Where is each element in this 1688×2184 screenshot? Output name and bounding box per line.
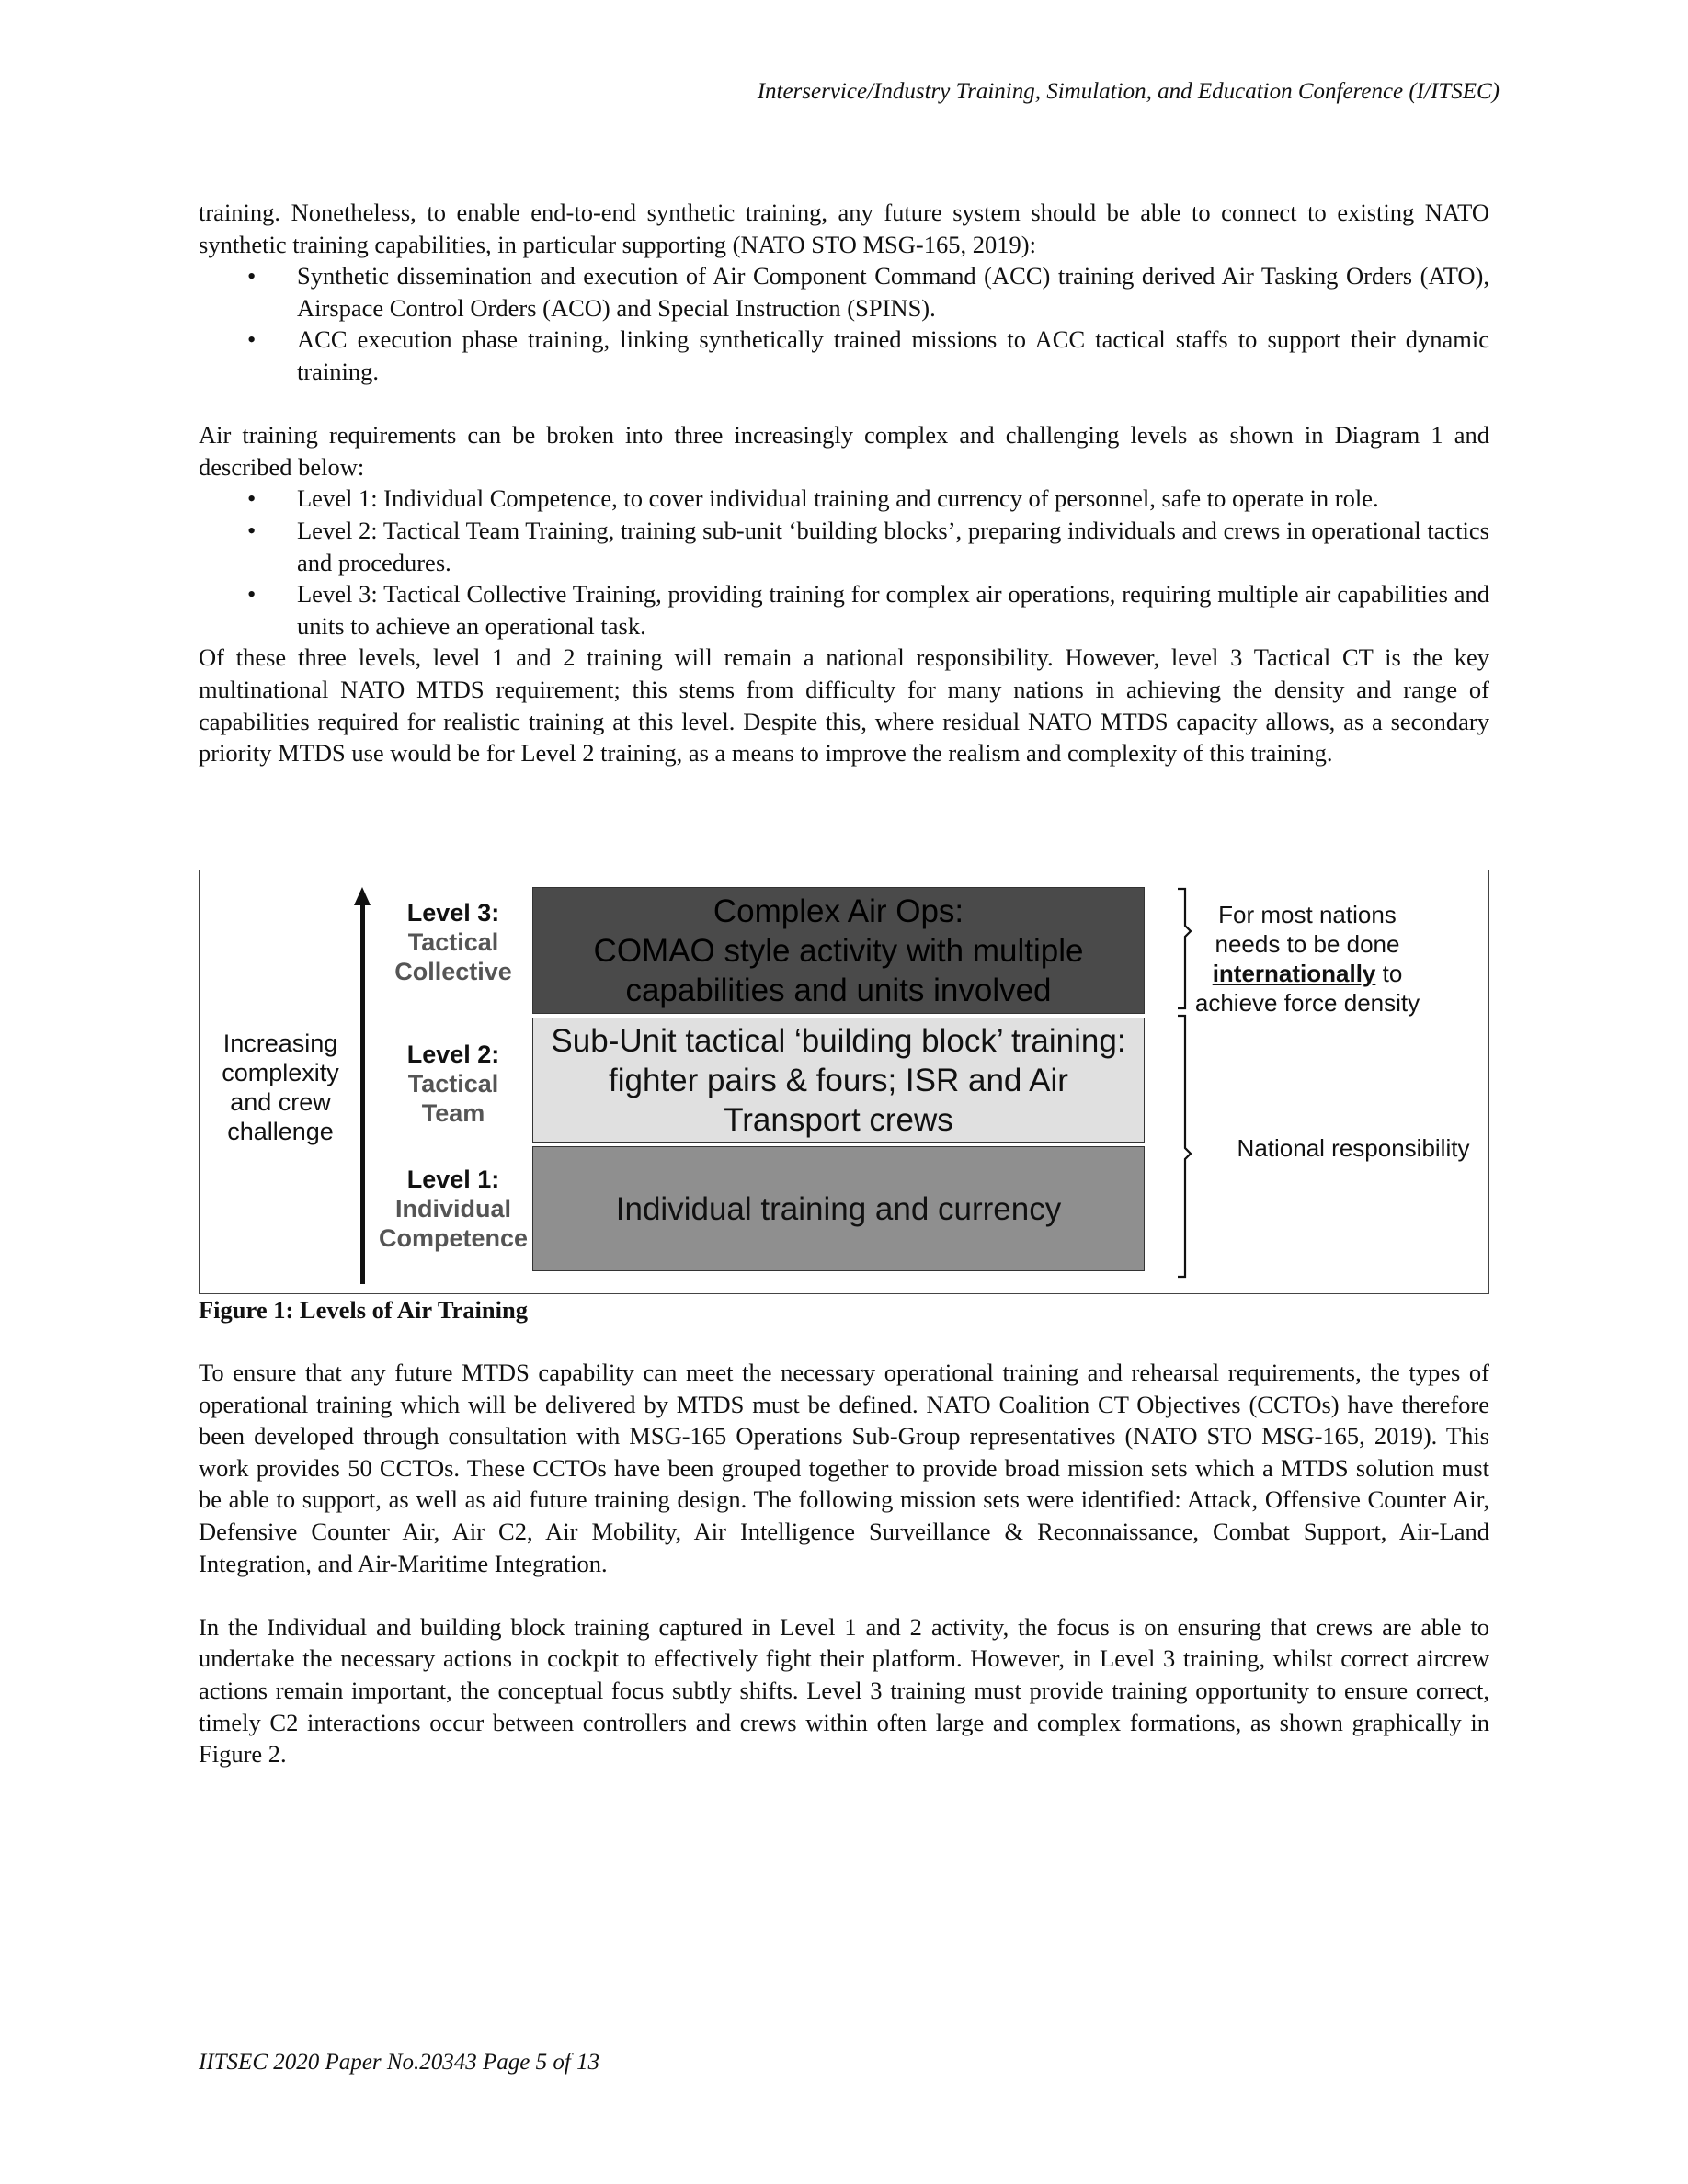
band-text: Complex Air Ops: [713, 893, 964, 929]
emphasis-text: internationally [1212, 960, 1376, 987]
complexity-label-line: complexity [222, 1059, 339, 1086]
note-line: For most nations [1218, 901, 1397, 928]
bullet-list [199, 260, 1489, 387]
band-text: COMAO style activity with multiple [593, 932, 1084, 969]
level-3-label [371, 898, 536, 986]
international-note [1194, 900, 1420, 1018]
figure-levels-of-air-training [199, 870, 1489, 1294]
note-line: achieve force density [1194, 989, 1420, 1017]
band-text: Transport crews [724, 1101, 953, 1138]
level-1-band [532, 1146, 1145, 1271]
complexity-arrow [360, 900, 365, 1284]
band-text: fighter pairs & fours; ISR and Air [609, 1062, 1068, 1098]
section-connect-capabilities [199, 197, 1489, 769]
level-name: Team [421, 1099, 485, 1127]
running-header: Interservice/Industry Training, Simulation, and Education Conference (I/ITSEC) [757, 79, 1500, 104]
complexity-label-line: Increasing [222, 1029, 338, 1057]
level-head: Level 2: [406, 1041, 500, 1068]
band-text: capabilities and units involved [625, 972, 1052, 1008]
level-head: Level 3: [406, 899, 500, 927]
level-head: Level 1: [406, 1166, 500, 1193]
band-text: Individual training and currency [615, 1190, 1062, 1227]
paragraph: To ensure that any future MTDS capability can meet the necessary operational training and rehearsal requirements, the types of operational training which will be delivered by MTDS must be defined. NATO Coalition CT Objectives (CCTOs) have therefore been developed through consultation with MSG-165 Operations Sub-Group representatives (NATO STO MSG-165, 2019). This work provides 50 CCTOs. These CCTOs have been grouped together to provide broad mission sets which a MTDS solution must be able to support, as well as aid future training design. The following mission sets were identified: Attack, Offensive Counter Air, Defensive Counter Air, Air C2, Air Mobility, Air Intelligence Surveillance & Reconnaissance, Combat Support, Air-Land Integration, and Air-Maritime Integration. [199, 1359, 1489, 1577]
bullet-list [199, 483, 1489, 642]
paragraph: Of these three levels, level 1 and 2 training will remain a national responsibility. However, level 3 Tactical CT is the key multinational NATO MTDS requirement; this stems from difficulty for many nations in achieving the density and range of capabilities required for realistic training at this level. Despite this, where residual NATO MTDS capacity allows, as a secondary priority MTDS use would be for Level 2 training, as a means to improve the realism and complexity of this training. [199, 643, 1489, 768]
page-footer: IITSEC 2020 Paper No.20343 Page 5 of 13 [199, 2050, 600, 2075]
list-item: • Level 3: Tactical Collective Training, providing training for complex air operations, requiring multiple air capabilities and units to achieve an operational task. [199, 578, 1489, 642]
level-name: Tactical [407, 1070, 499, 1098]
paragraph: Air training requirements can be broken into three increasingly complex and challenging levels as shown in Diagram 1 and described below: [199, 421, 1489, 481]
level-name: Competence [378, 1224, 529, 1252]
band-text: Sub-Unit tactical ‘building block’ training: [551, 1022, 1126, 1059]
note-text: to [1375, 960, 1403, 987]
note-line: needs to be done [1215, 930, 1400, 958]
level-2-band [532, 1018, 1145, 1143]
note-line [1194, 959, 1420, 988]
list-item: • ACC execution phase training, linking synthetically trained missions to ACC tactical staffs to support their dynamic training. [199, 324, 1489, 387]
paragraph: training. Nonetheless, to enable end-to-end synthetic training, any future system should be able to connect to existing NATO synthetic training capabilities, in particular supporting (NATO STO MSG-165, 2019): [199, 199, 1489, 258]
brace-bottom-icon [1178, 1016, 1191, 1277]
brace-top-icon [1178, 889, 1191, 1008]
paragraph: In the Individual and building block training captured in Level 1 and 2 activity, the focus is on ensuring that crews are able to undertake the necessary actions in cockpit to effectively fight their platform. However, in Level 3 training, whilst correct aircrew actions remain important, the conceptual focus subtly shifts. Level 3 training must provide training opportunity to ensure correct, timely C2 interactions occur between controllers and crews within often large and complex formations, as shown graphically in Figure 2. [199, 1612, 1489, 1769]
complexity-label-line: challenge [227, 1118, 334, 1145]
figure-caption: Figure 1: Levels of Air Training [199, 1296, 528, 1324]
level-1-label [371, 1165, 536, 1253]
level-name: Individual [394, 1195, 511, 1223]
list-item: • Level 1: Individual Competence, to cover individual training and currency of personnel, safe to operate in role. [199, 483, 1489, 515]
level-3-band [532, 887, 1145, 1014]
section-mission-sets [199, 1357, 1489, 1770]
level-name: Collective [394, 958, 512, 985]
level-2-label [371, 1040, 536, 1128]
national-note: National responsibility [1237, 1134, 1470, 1162]
complexity-label [200, 1029, 361, 1146]
list-item: • Synthetic dissemination and execution of Air Component Command (ACC) training derived Air Tasking Orders (ATO), Airspace Control Orders (ACO) and Special Instruction (SPINS). [199, 260, 1489, 324]
complexity-label-line: and crew [230, 1088, 331, 1116]
level-name: Tactical [407, 928, 499, 956]
list-item: • Level 2: Tactical Team Training, training sub-unit ‘building blocks’, preparing individuals and crews in operational tactics and procedures. [199, 515, 1489, 578]
